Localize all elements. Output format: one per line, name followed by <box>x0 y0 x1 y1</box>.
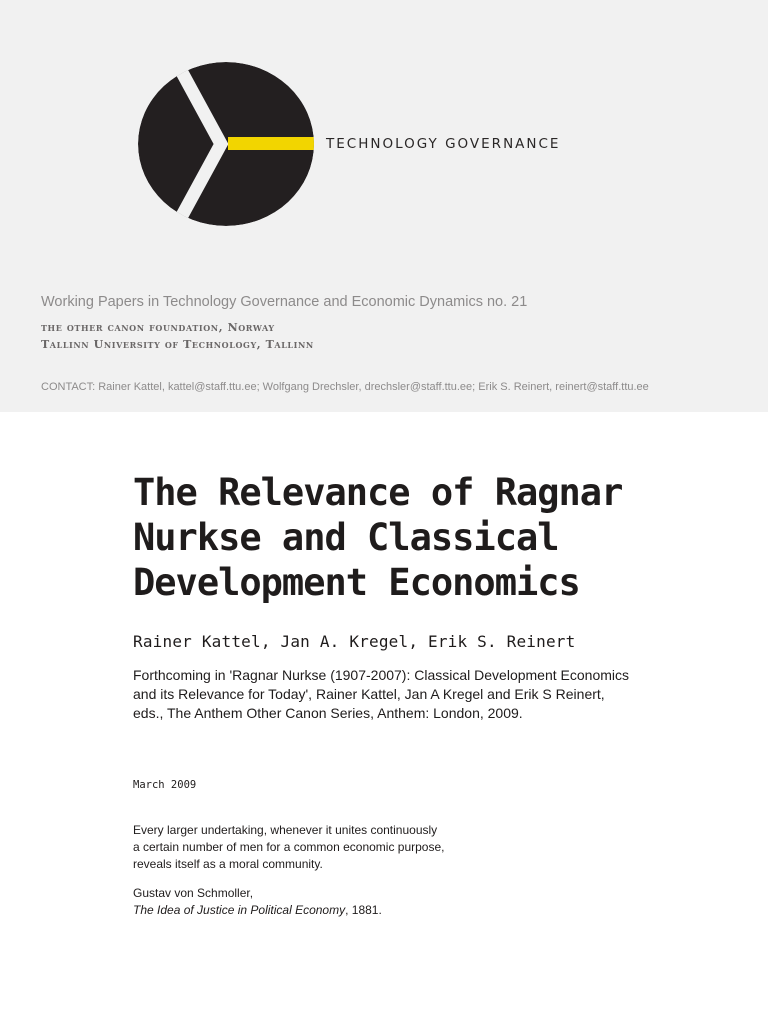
title-line: Nurkse and Classical <box>133 516 559 559</box>
technology-governance-logo-icon <box>136 60 316 228</box>
brand-name: TECHNOLOGY GOVERNANCE <box>326 136 561 152</box>
quote-source <box>133 902 553 919</box>
working-paper-series: Working Papers in Technology Governance and Economic Dynamics no. 21 <box>41 294 528 310</box>
publication-date: March 2009 <box>133 779 197 791</box>
paper-title <box>133 470 693 605</box>
paper-authors: Rainer Kattel, Jan A. Kregel, Erik S. Reinert <box>133 632 576 651</box>
quote-line: reveals itself as a moral community. <box>133 857 323 871</box>
organization-line: Tallinn University of Technology, Tallinn <box>41 338 314 351</box>
quote-work-title: The Idea of Justice in Political Economy <box>133 903 346 917</box>
quote-line: Every larger undertaking, whenever it unites continuously <box>133 823 438 837</box>
title-line: Development Economics <box>133 561 580 604</box>
quote-line: a certain number of men for a common economic purpose, <box>133 840 445 854</box>
epigraph-quote <box>133 822 533 873</box>
quote-author: Gustav von Schmoller, <box>133 886 254 900</box>
contact-info: CONTACT: Rainer Kattel, kattel@staff.ttu.ee; Wolfgang Drechsler, drechsler@staff.ttu.ee; Erik S. Reinert, reinert@staff.ttu.ee <box>41 381 649 393</box>
title-line: The Relevance of Ragnar <box>133 471 623 514</box>
quote-year: , 1881. <box>345 903 382 917</box>
organization-line: the other canon foundation, Norway <box>41 321 275 334</box>
publication-note: Forthcoming in 'Ragnar Nurkse (1907-2007): Classical Development Economics and its Relevance for Today', Rainer Kattel, Jan A Kregel and Erik S Reinert, eds., The Anthem Other Canon Series, Anthem: London, 2009. <box>133 667 630 721</box>
epigraph-attribution <box>133 885 553 919</box>
